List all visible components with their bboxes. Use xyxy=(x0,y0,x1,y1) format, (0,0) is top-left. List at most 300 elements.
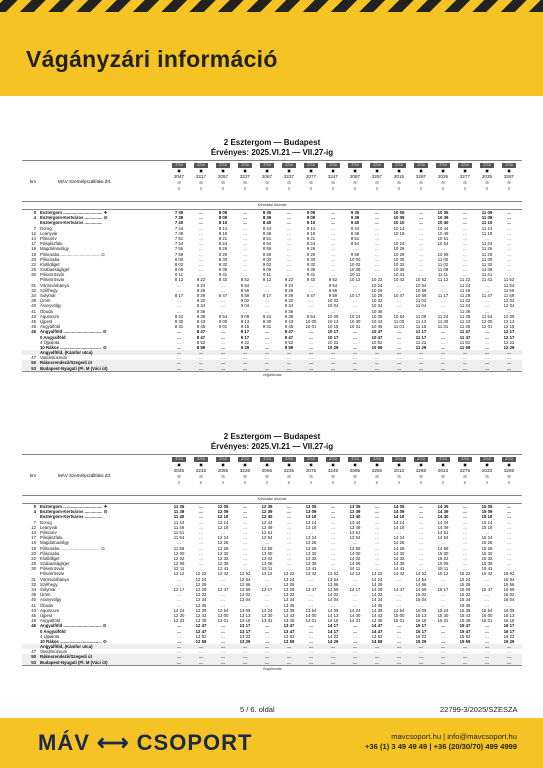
row-station: Angyalföld, (Kámfor utca) xyxy=(40,350,93,356)
time-cell: ... xyxy=(287,350,291,356)
time-cell: 15 32 xyxy=(459,592,471,598)
time-cell: 16 17 xyxy=(503,628,515,634)
time-cell: 8 49 xyxy=(262,230,272,236)
bicycle-icon: ⚲ xyxy=(243,480,247,485)
row-km: 32 xyxy=(31,581,36,587)
time-cell: 9 24 xyxy=(262,313,272,319)
time-cell: 12 34 xyxy=(195,597,207,603)
time-cell: ... xyxy=(287,365,291,371)
time-cell: 9 13 xyxy=(240,318,250,324)
train-mark-icon: ◼ xyxy=(287,462,291,467)
row-station: Piliscsév xyxy=(40,235,57,241)
train-column xyxy=(365,457,389,486)
row-km: 12 xyxy=(31,230,36,236)
row-station: Magdolnavölgy xyxy=(40,540,69,546)
time-cell: ... xyxy=(507,225,511,231)
time-cell: 8 24 xyxy=(196,282,206,288)
time-cell: ... xyxy=(419,540,423,546)
time-cell: ... xyxy=(287,566,291,572)
time-cell: 16 17 xyxy=(503,623,515,629)
time-cell: ... xyxy=(265,597,269,603)
time-cell: ... xyxy=(441,654,445,660)
bicycle-icon: ⚲ xyxy=(265,186,269,191)
train-number: 3217 xyxy=(195,174,207,179)
time-cell: ... xyxy=(419,246,423,252)
time-cell: ... xyxy=(221,633,225,639)
row-station: 4 Újpalota xyxy=(40,339,60,345)
time-cell: 10 47 xyxy=(371,334,383,340)
time-cell: ... xyxy=(199,235,203,241)
timetable-validity: Érvényes: 2025.VI.21 — VII.27-ig xyxy=(210,148,334,157)
time-cell: ... xyxy=(419,220,423,226)
row-station: Vasútmúzeum xyxy=(40,649,68,655)
time-cell: ... xyxy=(419,519,423,525)
time-cell: ... xyxy=(309,644,313,650)
time-cell: 10 59 xyxy=(437,251,449,257)
train-category: 2710 xyxy=(348,163,362,168)
time-cell: ... xyxy=(375,355,379,361)
row-station: Esztergom ................................. ✈ xyxy=(40,210,108,215)
time-cell: ... xyxy=(463,246,467,252)
time-cell: 14 47 xyxy=(371,623,383,629)
train-category: 2710 xyxy=(392,163,406,168)
time-cell: 10 29 xyxy=(327,344,339,350)
time-cell: ... xyxy=(353,592,357,598)
time-cell: 11 02 xyxy=(415,298,427,304)
time-cell: ... xyxy=(265,334,269,340)
row-km: 46 xyxy=(31,329,36,335)
time-cell: 14 11 xyxy=(349,566,361,572)
time-cell: ... xyxy=(243,504,247,509)
time-cell: ... xyxy=(177,638,181,644)
timetable-rows xyxy=(22,209,522,371)
time-cell: 9 49 xyxy=(350,230,360,236)
time-cell: 9 29 xyxy=(306,251,316,257)
time-cell: ... xyxy=(375,561,379,567)
time-cell: 10 34 xyxy=(371,303,383,309)
row-station: Leányvár xyxy=(40,524,58,530)
time-cell: ... xyxy=(309,633,313,639)
train-mark-icon: ◼ xyxy=(419,462,423,467)
row-station: Szabadságliget xyxy=(40,267,70,273)
time-cell: ... xyxy=(287,220,291,226)
time-cell: ... xyxy=(441,659,445,665)
time-cell: ... xyxy=(199,529,203,535)
train-category: 2710 xyxy=(172,457,186,462)
time-cell: 12 54 xyxy=(217,607,229,613)
time-cell: 12 02 xyxy=(503,298,515,304)
time-cell: ... xyxy=(177,365,181,371)
row-station: 10 Rákos ................................... ⊙ xyxy=(40,344,107,350)
time-cell: ... xyxy=(221,360,225,366)
time-cell: 8 59 xyxy=(262,251,272,257)
train-mark-icon: ◼ xyxy=(265,462,269,467)
row-station: Vörösvárbánya xyxy=(40,576,69,582)
time-cell: 12 32 xyxy=(217,555,229,561)
time-cell: ... xyxy=(309,360,313,366)
time-cell: ... xyxy=(199,246,203,252)
time-cell: 12 47 xyxy=(195,628,207,634)
row-km: 41 xyxy=(31,308,36,314)
time-cell: ... xyxy=(243,308,247,314)
time-cell: 8 51 xyxy=(262,235,272,241)
time-cell: ... xyxy=(397,308,401,314)
train-category: 2710 xyxy=(260,457,274,462)
bicycle-icon: ⚲ xyxy=(397,186,401,191)
time-cell: 13 39 xyxy=(349,509,361,515)
row-km: 41 xyxy=(31,602,36,608)
time-cell: ... xyxy=(221,638,225,644)
train-number: 2087 xyxy=(349,174,361,179)
time-cell: 14 59 xyxy=(437,545,449,551)
time-cell: 13 24 xyxy=(261,607,273,613)
time-cell: ... xyxy=(353,597,357,603)
train-number: 3255 xyxy=(371,468,383,473)
train-number: 2067 xyxy=(261,174,273,179)
time-cell: ... xyxy=(485,287,489,293)
train-mark-icon: ◼ xyxy=(331,168,335,173)
time-cell: 14 49 xyxy=(437,524,449,530)
time-cell: ... xyxy=(485,597,489,603)
bicycle-icon: ⚲ xyxy=(485,480,489,485)
time-cell: ... xyxy=(375,241,379,247)
time-cell: 10 52 xyxy=(415,277,427,283)
time-cell: ... xyxy=(485,581,489,587)
time-cell: 9 17 xyxy=(240,334,250,340)
time-cell: 9 04 xyxy=(240,303,250,309)
time-cell: 13 38 xyxy=(305,561,317,567)
time-cell: 13 54 xyxy=(327,576,339,582)
time-cell: 15 04 xyxy=(415,597,427,603)
time-cell: ... xyxy=(419,261,423,267)
time-cell: 14 12 xyxy=(349,571,361,577)
time-cell: ... xyxy=(507,529,511,535)
time-cell: 10 14 xyxy=(393,225,405,231)
time-cell: ... xyxy=(243,644,247,650)
time-cell: 11 09 xyxy=(437,267,449,273)
time-cell: ... xyxy=(507,566,511,572)
time-cell: 15 47 xyxy=(459,623,471,629)
time-cell: 10 24 xyxy=(393,241,405,247)
row-station: Angyalföld, (Kámfor utca) xyxy=(40,644,93,650)
time-cell: ... xyxy=(287,550,291,556)
time-cell: ... xyxy=(331,654,335,660)
time-cell: ... xyxy=(177,649,181,655)
time-cell: 14 09 xyxy=(349,561,361,567)
time-cell: 14 31 xyxy=(349,618,361,624)
row-km: 43 xyxy=(31,313,36,319)
train-category: 2710 xyxy=(194,457,208,462)
time-cell: ... xyxy=(265,308,269,314)
time-cell: 7 39 xyxy=(174,215,184,221)
train-column xyxy=(189,457,213,486)
time-cell: ... xyxy=(375,235,379,241)
time-cell: 13 29 xyxy=(283,587,295,592)
km-header: km xyxy=(30,473,36,478)
time-cell: ... xyxy=(199,524,203,530)
time-cell: ... xyxy=(441,282,445,288)
time-cell: 8 00 xyxy=(174,256,184,262)
time-cell: ... xyxy=(265,339,269,345)
time-cell: ... xyxy=(287,360,291,366)
time-cell: ... xyxy=(375,644,379,650)
time-cell: ... xyxy=(441,334,445,340)
time-cell: 13 14 xyxy=(305,519,317,525)
time-cell: 16 13 xyxy=(503,612,515,618)
row-km: 7 xyxy=(33,519,36,525)
row-km: 17 xyxy=(31,535,36,541)
time-cell: 13 26 xyxy=(283,581,295,587)
time-cell: 8 24 xyxy=(174,313,184,319)
time-cell: ... xyxy=(375,350,379,356)
time-cell: ... xyxy=(441,365,445,371)
time-cell: ... xyxy=(177,602,181,608)
bicycle-icon: ⚲ xyxy=(199,480,203,485)
row-station: Rákosrendező/Szegedi út xyxy=(40,360,93,366)
time-cell: 12 00 xyxy=(173,550,185,556)
time-cell: ... xyxy=(419,649,423,655)
time-cell: 14 40 xyxy=(437,514,449,520)
train-number: 3237 xyxy=(283,174,295,179)
time-cell: 10 52 xyxy=(371,339,383,345)
time-cell: ... xyxy=(177,350,181,356)
train-mark-icon: ◼ xyxy=(265,168,269,173)
row-station: Piliscsaba xyxy=(40,550,60,556)
time-cell: 12 02 xyxy=(173,555,185,561)
time-cell: ... xyxy=(463,514,467,520)
time-cell: ... xyxy=(463,524,467,530)
time-cell: ... xyxy=(243,251,247,257)
time-cell: ... xyxy=(331,519,335,525)
time-cell: 13 34 xyxy=(283,597,295,603)
time-cell: ... xyxy=(507,350,511,356)
time-cell: 15 10 xyxy=(481,514,493,520)
time-cell: ... xyxy=(287,535,291,541)
time-cell: ... xyxy=(331,350,335,356)
time-cell: 15 34 xyxy=(459,597,471,603)
time-cell: 14 00 xyxy=(305,612,317,618)
time-cell: 9 26 xyxy=(284,287,294,293)
bicycle-icon: ⚲ xyxy=(353,186,357,191)
train-number: 2085 xyxy=(349,468,361,473)
train-category: 2710 xyxy=(326,163,340,168)
time-cell: ... xyxy=(397,649,401,655)
time-cell: ... xyxy=(199,241,203,247)
time-cell: ... xyxy=(243,514,247,520)
time-cell: 7 49 xyxy=(174,230,184,236)
time-cell: ... xyxy=(221,334,225,340)
row-station: Óbuda xyxy=(40,308,53,314)
time-cell: ... xyxy=(243,519,247,525)
time-cell: 14 22 xyxy=(327,633,339,639)
time-cell: 10 32 xyxy=(393,261,405,267)
train-number: 3215 xyxy=(195,468,207,473)
time-cell: ... xyxy=(221,282,225,288)
row-km: 30 xyxy=(31,566,36,572)
bicycle-icon: ⚲ xyxy=(177,480,181,485)
time-cell: ... xyxy=(287,251,291,257)
time-cell: 14 32 xyxy=(393,555,405,561)
time-cell: ... xyxy=(441,623,445,629)
train-number: 3267 xyxy=(415,174,427,179)
time-cell: 8 12 xyxy=(174,277,184,283)
time-cell: ... xyxy=(485,298,489,304)
time-cell: 9 42 xyxy=(306,277,316,283)
time-cell: ... xyxy=(353,649,357,655)
time-cell: ... xyxy=(199,350,203,356)
time-cell: 8 02 xyxy=(174,261,184,267)
row-station: Budapest-Nyugati (Pl. M (Váci út) xyxy=(40,365,108,371)
train-column xyxy=(343,457,367,486)
time-cell: 12 44 xyxy=(261,519,273,525)
service-icon: ⊞ xyxy=(353,180,357,185)
time-cell: 10 24 xyxy=(371,282,383,288)
time-cell: 9 47 xyxy=(284,334,294,340)
row-station: Üröm xyxy=(40,298,51,304)
service-icon: ⊞ xyxy=(375,474,379,479)
time-cell: ... xyxy=(463,529,467,535)
time-cell: ... xyxy=(419,550,423,556)
time-cell: ... xyxy=(397,602,401,608)
time-cell: 15 14 xyxy=(481,519,493,525)
time-cell: ... xyxy=(331,246,335,252)
train-mark-icon: ◼ xyxy=(199,168,203,173)
row-km: 19 xyxy=(31,246,36,252)
time-cell: ... xyxy=(463,566,467,572)
time-cell: ... xyxy=(221,303,225,309)
service-icon: ⊞ xyxy=(507,180,511,185)
time-cell: 15 45 xyxy=(459,618,471,624)
row-station: Angyalföld xyxy=(40,618,61,624)
time-cell: 12 04 xyxy=(503,303,515,309)
time-cell: ... xyxy=(507,360,511,366)
row-station: Pilisvörösvár xyxy=(40,566,65,572)
time-cell: 15 59 xyxy=(503,587,515,592)
time-cell: ... xyxy=(397,581,401,587)
time-cell: 10 09 xyxy=(349,267,361,273)
train-category: 2710 xyxy=(304,163,318,168)
time-cell: 14 39 xyxy=(437,509,449,515)
time-cell: ... xyxy=(243,360,247,366)
time-cell: 8 56 xyxy=(262,246,272,252)
time-cell: ... xyxy=(463,235,467,241)
time-cell: 10 54 xyxy=(393,313,405,319)
time-cell: 15 22 xyxy=(415,633,427,639)
time-cell: 11 09 xyxy=(481,215,493,221)
time-cell: 13 52 xyxy=(327,571,339,577)
time-cell: 14 10 xyxy=(393,514,405,520)
row-station: Solymár xyxy=(40,293,56,298)
time-cell: 9 29 xyxy=(240,344,250,350)
time-cell: 15 47 xyxy=(481,587,493,592)
time-cell: 9 45 xyxy=(284,324,294,330)
bicycle-icon: ⚲ xyxy=(375,480,379,485)
time-cell: ... xyxy=(419,267,423,273)
time-cell: 7 35 xyxy=(174,210,184,215)
time-cell: ... xyxy=(397,633,401,639)
time-cell: ... xyxy=(287,230,291,236)
time-cell: ... xyxy=(485,282,489,288)
contact-url: mavcsoport.hu | info@mavcsoport.hu xyxy=(391,732,517,741)
service-icon: ⊞ xyxy=(441,474,445,479)
train-number: 2045 xyxy=(173,468,185,473)
time-cell: ... xyxy=(397,350,401,356)
time-cell: ... xyxy=(331,535,335,541)
time-cell: ... xyxy=(243,256,247,262)
time-cell: 12 40 xyxy=(261,514,273,520)
time-cell: ... xyxy=(243,659,247,665)
time-cell: 9 35 xyxy=(350,210,360,215)
train-number: 2015 xyxy=(393,174,405,179)
service-icon: ⊞ xyxy=(485,180,489,185)
time-cell: 11 39 xyxy=(173,509,185,515)
time-cell: 12 51 xyxy=(261,529,273,535)
time-cell: ... xyxy=(463,365,467,371)
time-cell: 8 30 xyxy=(218,256,228,262)
time-cell: ... xyxy=(199,225,203,231)
bicycle-icon: ⚲ xyxy=(463,186,467,191)
time-cell: ... xyxy=(397,360,401,366)
time-cell: 15 17 xyxy=(437,587,449,592)
time-cell: 10 54 xyxy=(437,241,449,247)
time-cell: ... xyxy=(507,540,511,546)
time-cell: 15 02 xyxy=(437,555,449,561)
service-icon: ⊞ xyxy=(199,180,203,185)
time-cell: ... xyxy=(331,365,335,371)
time-cell: ... xyxy=(507,649,511,655)
time-cell: 12 22 xyxy=(503,339,515,345)
time-cell: 8 35 xyxy=(262,210,272,215)
time-cell: ... xyxy=(265,592,269,598)
time-cell: ... xyxy=(397,628,401,634)
time-cell: 10 39 xyxy=(437,215,449,221)
time-cell: ... xyxy=(507,355,511,361)
train-column xyxy=(387,163,411,192)
time-cell: ... xyxy=(287,514,291,520)
row-km: 46 xyxy=(31,618,36,624)
row-station: Újpest xyxy=(40,318,53,324)
time-cell: 12 13 xyxy=(503,318,515,324)
time-cell: ... xyxy=(375,267,379,273)
time-cell: ... xyxy=(441,602,445,608)
time-cell: 13 12 xyxy=(261,571,273,577)
time-cell: ... xyxy=(507,365,511,371)
train-category: 2710 xyxy=(480,457,494,462)
row-station: Leányvár xyxy=(40,230,58,236)
train-category: 2710 xyxy=(216,163,230,168)
time-cell: 15 54 xyxy=(481,607,493,613)
time-cell: 15 30 xyxy=(481,550,493,556)
time-cell: ... xyxy=(375,261,379,267)
time-cell: 10 40 xyxy=(437,220,449,226)
time-cell: ... xyxy=(485,623,489,629)
time-cell: ... xyxy=(243,246,247,252)
time-cell: ... xyxy=(375,365,379,371)
time-cell: 12 36 xyxy=(195,602,207,608)
time-cell: 13 54 xyxy=(349,535,361,541)
time-cell: 7 51 xyxy=(174,235,184,241)
time-cell: 12 24 xyxy=(217,535,229,541)
time-cell: ... xyxy=(199,644,203,650)
timetable-title: 2 Esztergom — Budapest xyxy=(223,138,321,147)
time-cell: 15 00 xyxy=(393,612,405,618)
service-icon: ⊞ xyxy=(375,180,379,185)
time-cell: ... xyxy=(177,298,181,304)
row-km: 19 xyxy=(31,540,36,546)
page-title: Vágányzári információ xyxy=(26,46,278,72)
time-cell: 9 39 xyxy=(284,313,294,319)
time-cell: 12 26 xyxy=(195,581,207,587)
